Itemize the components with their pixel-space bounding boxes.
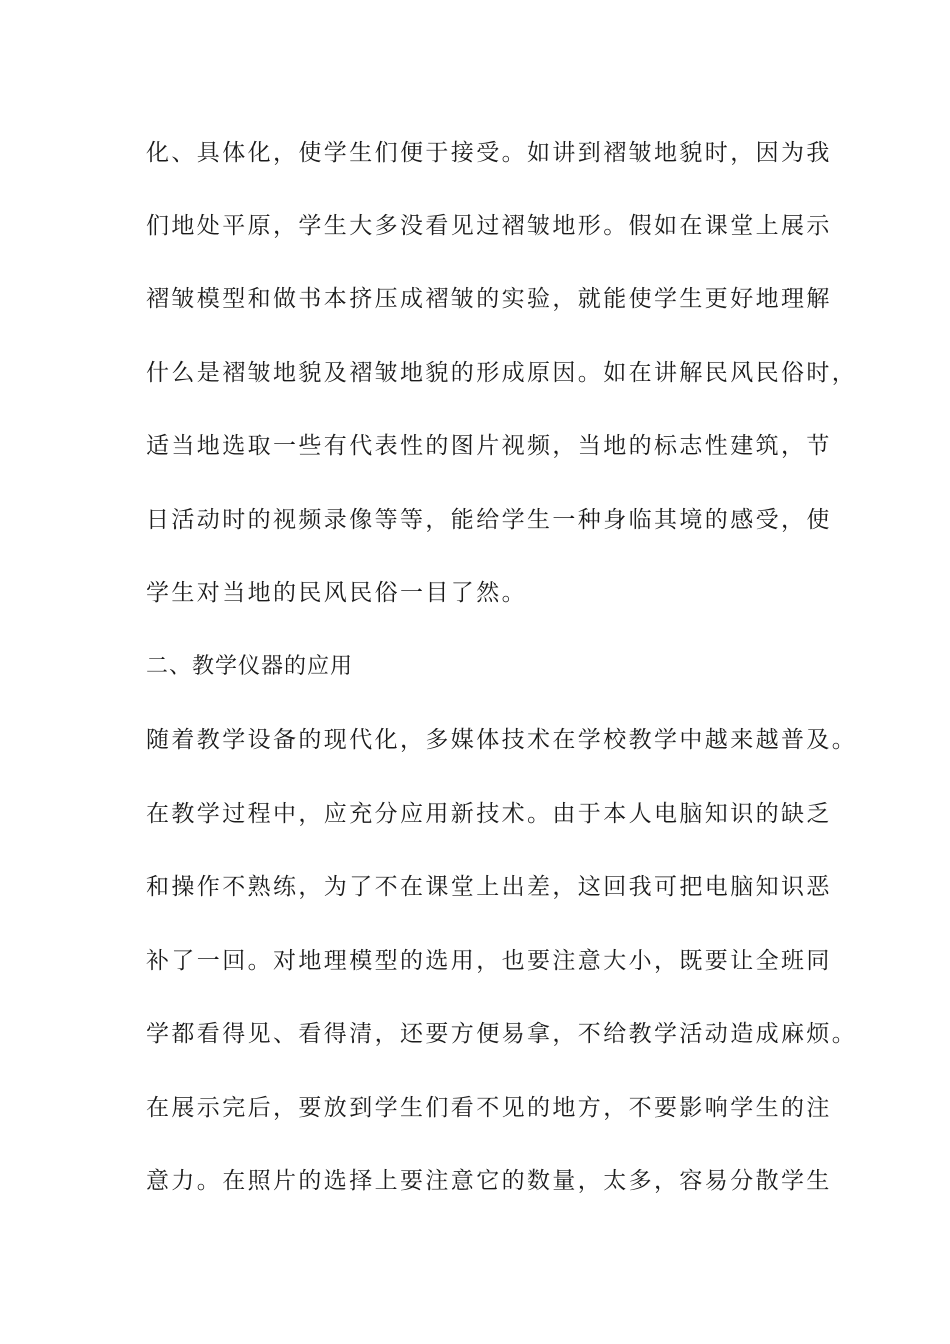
paragraph-line-2: 们地处平原，学生大多没看见过褶皱地形。假如在课堂上展示: [146, 213, 832, 239]
section-heading: 二、教学仪器的应用: [146, 654, 354, 679]
paragraph-line-5: 适当地选取一些有代表性的图片视频，当地的标志性建筑，节: [146, 433, 832, 459]
section-line-2: 在教学过程中，应充分应用新技术。由于本人电脑知识的缺乏: [146, 801, 832, 827]
paragraph-line-1: 化、具体化，使学生们便于接受。如讲到褶皱地貌时，因为我: [146, 140, 832, 166]
section-line-1: 随着教学设备的现代化，多媒体技术在学校教学中越来越普及。: [146, 727, 858, 753]
section-line-3: 和操作不熟练，为了不在课堂上出差，这回我可把电脑知识恶: [146, 874, 832, 900]
section-line-6: 在展示完后，要放到学生们看不见的地方，不要影响学生的注: [146, 1095, 832, 1121]
section-line-7: 意力。在照片的选择上要注意它的数量，太多，容易分散学生: [146, 1168, 832, 1194]
paragraph-line-7: 学生对当地的民风民俗一目了然。: [146, 580, 527, 606]
paragraph-line-4: 什么是褶皱地貌及褶皱地貌的形成原因。如在讲解民风民俗时，: [146, 360, 858, 386]
paragraph-line-3: 褶皱模型和做书本挤压成褶皱的实验，就能使学生更好地理解: [146, 286, 832, 312]
paragraph-line-6: 日活动时的视频录像等等，能给学生一种身临其境的感受，使: [146, 507, 832, 533]
section-line-4: 补了一回。对地理模型的选用，也要注意大小，既要让全班同: [146, 948, 832, 974]
section-line-5: 学都看得见、看得清，还要方便易拿，不给教学活动造成麻烦。: [146, 1021, 858, 1047]
